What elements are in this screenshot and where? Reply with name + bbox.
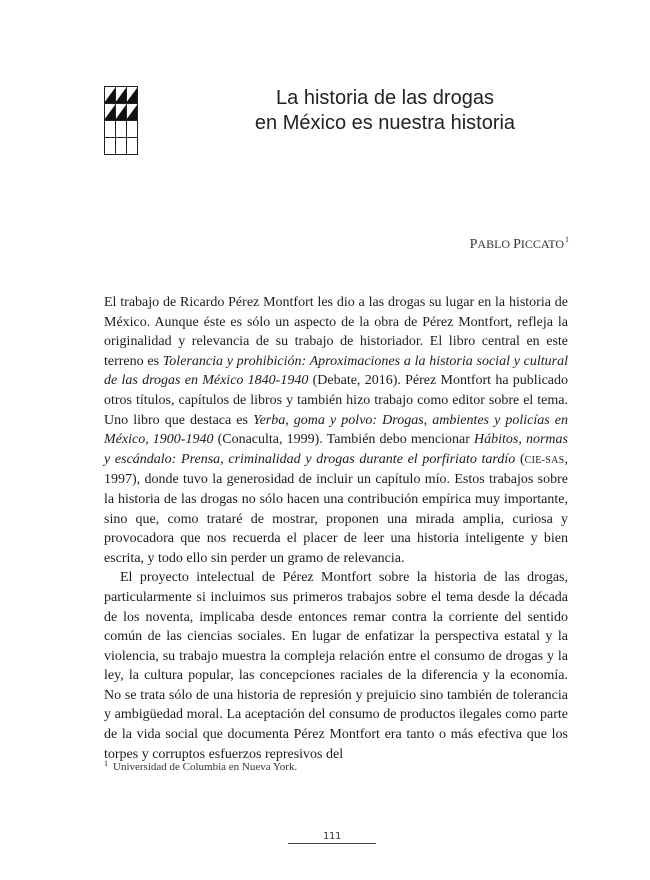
body-paragraph-1	[104, 293, 568, 568]
chapter-title-line-1: La historia de las drogas	[276, 87, 494, 109]
author-initial-first: P	[469, 237, 478, 252]
institution-acronym: CIE-SAS	[524, 454, 565, 466]
chapter-title-line-2: en México es nuestra historia	[254, 112, 516, 134]
chapter-title	[150, 86, 620, 136]
author-last-name-rest: ICCATO	[520, 237, 564, 251]
paragraph-text-run: (	[515, 451, 525, 467]
body-text	[104, 293, 568, 764]
page-number: 111	[322, 831, 342, 842]
book-title: Yerba, goma y polvo: Drogas, ambientes y policías en México, 1900-1940	[104, 412, 569, 448]
grid-with-triangles-icon	[104, 86, 138, 156]
paragraph-text-run: (Conaculta, 1999). También debo mencionar	[213, 432, 475, 448]
footnote-mark: 1	[104, 759, 108, 768]
author-name	[470, 235, 569, 253]
author-footnote-mark: 1	[565, 235, 569, 244]
body-paragraph-2: El proyecto intelectual de Pérez Montfort sobre la historia de las drogas, particularmente si incluimos sus primeros trabajos sobre el tema desde la década de los noventa, implicaba desde entonces remar contra la corriente del sentido común de las ciencias sociales. En lugar de enfatizar la perspectiva estatal y la violencia, su trabajo muestra la compleja relación entre el consumo de drogas y la ley, la cultura popular, las concepciones raciales de la diferencia y la economía. No se trata sólo de una historia de represión y prejuicio sino también de tolerancia y ambigüedad moral. La aceptación del consumo de productos ilegales como parte de la vida social que documenta Pérez Montfort era tanto o más efectiva que los torpes y corruptos esfuerzos represivos del	[104, 570, 568, 762]
book-title: Tolerancia y prohibición: Aproximaciones a la historia social y cultural de las drogas en México 1840-1940	[104, 353, 568, 389]
paragraph-text-run: (Debate, 2016). Pérez Montfort ha publicado otros títulos, capítulos de libros y también hizo trabajo como editor sobre el tema. Uno libro que destaca es	[104, 373, 569, 428]
author-first-name-rest: ABLO	[477, 237, 511, 251]
author-initial-last: P	[513, 237, 521, 252]
paragraph-text-run: El trabajo de Ricardo Pérez Montfort les dio a las drogas su lugar en la historia de México. Aunque éste es sólo un aspecto de la obra de Pérez Montfort, refleja la originalidad y relevancia de su trabajo de historiador. El libro central en este terreno es	[104, 295, 568, 369]
book-title: Hábitos, normas y escándalo: Prensa, criminalidad y drogas durante el porfiriato tardío	[104, 432, 568, 467]
footnote-text: Universidad de Columbia en Nueva York.	[113, 761, 298, 773]
page-number-rule	[288, 843, 376, 844]
footnote	[104, 759, 297, 773]
paragraph-text-run: , 1997), donde tuvo la generosidad de incluir un capítulo mío. Estos trabajos sobre la historia de las drogas no sólo hacen una contribución empírica muy importante, sino que, como trataré de mostrar, proponen una mirada amplia, curiosa y provocadora que nos recuerda el placer de leer una historia inteligente y bien escrita, y todo ello sin perder un gramo de relevancia.	[104, 451, 568, 566]
